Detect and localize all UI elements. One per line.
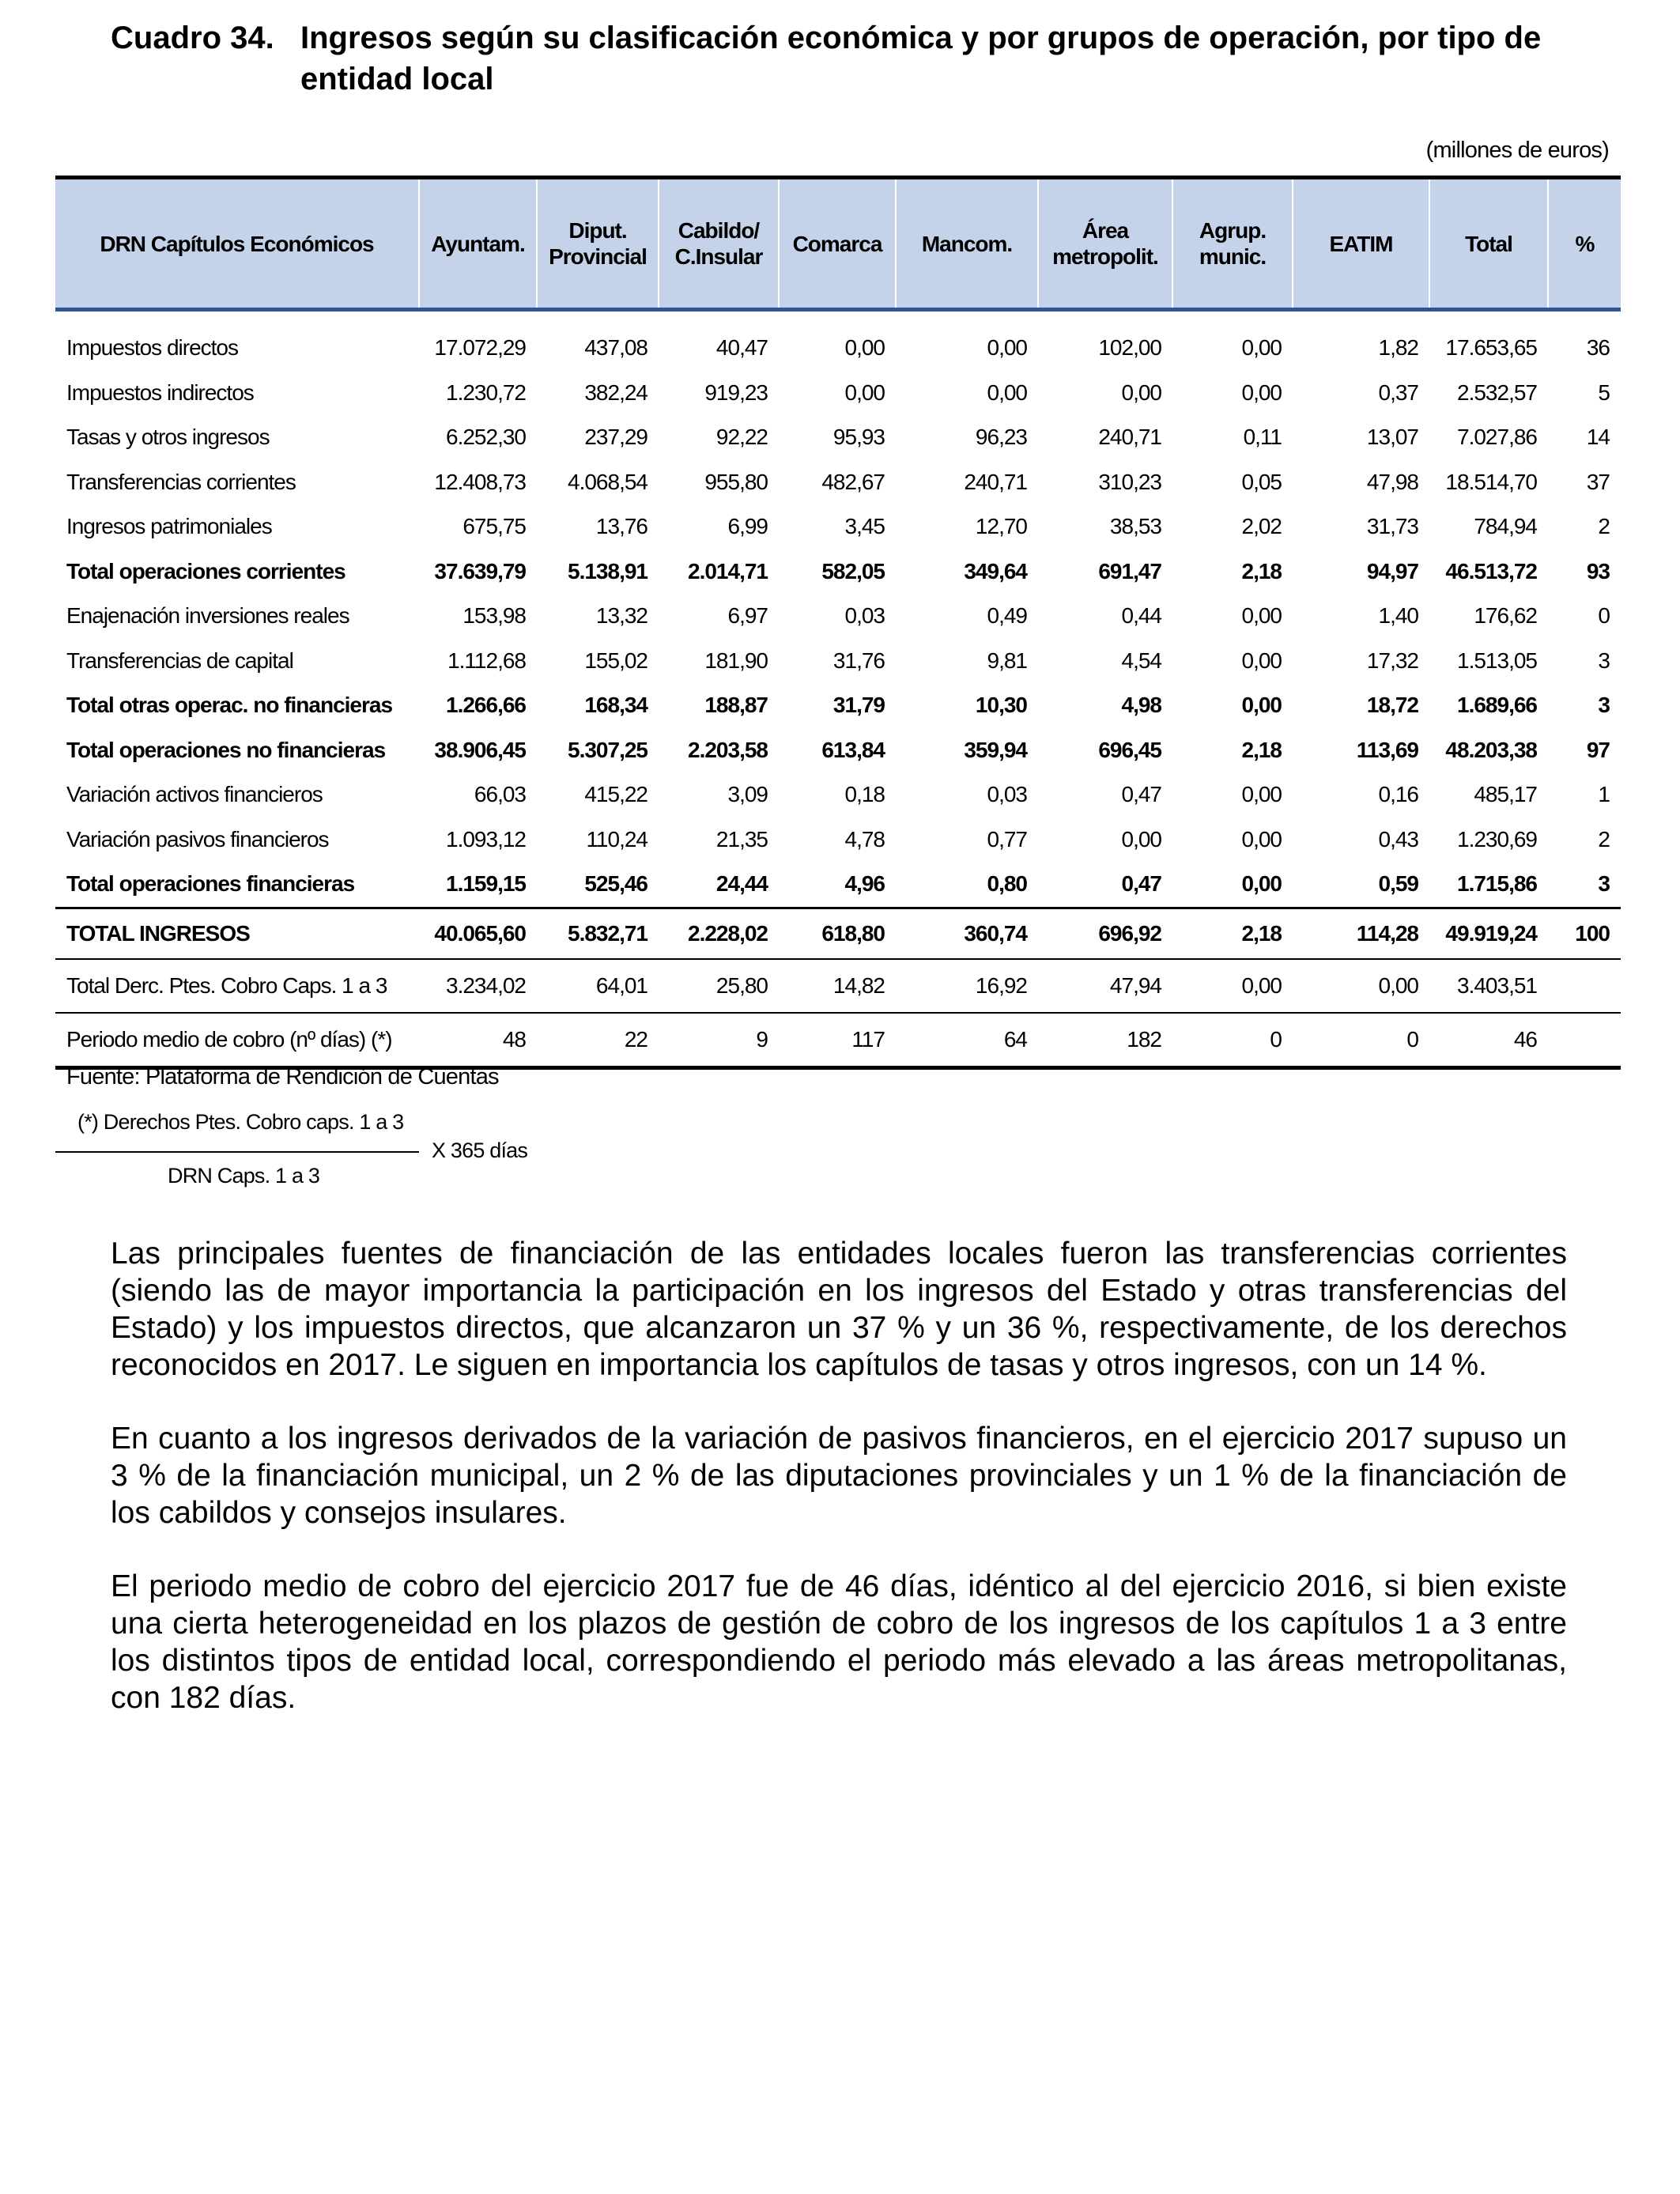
table-cell: 0,00 — [1121, 380, 1161, 405]
table-cell: 3.403,51 — [1429, 959, 1548, 1013]
table-cell: 31,76 — [832, 648, 885, 673]
table-cell: 113,69 — [1356, 737, 1418, 762]
table-cell: 0,05 — [1241, 469, 1282, 494]
row-label: Impuestos indirectos — [66, 380, 254, 405]
table-cell: 18,72 — [1366, 693, 1418, 718]
table-cell: 0 — [1598, 603, 1610, 629]
table-cell: 784,94 — [1474, 514, 1537, 539]
table-cell: 176,62 — [1474, 603, 1537, 629]
table-cell: 95,93 — [832, 425, 885, 450]
table-cell: 97 — [1586, 737, 1610, 762]
table-cell: 0,00 — [1172, 959, 1293, 1013]
table-cell: 48.203,38 — [1445, 737, 1537, 762]
table-row — [55, 908, 1621, 959]
table-cell: 0,44 — [1121, 603, 1161, 629]
paragraph: En cuanto a los ingresos derivados de la variación de pasivos financieros, en el ejercicio 2017 supuso un 3 % de la financiación municipal, un 2 % de las diputaciones provinciales y un 1 % de la financiación de los cabildos y consejos insulares. — [111, 1422, 1567, 1530]
table-row — [55, 959, 1621, 1013]
table-cell: 1.112,68 — [447, 648, 526, 673]
table-cell: 40.065,60 — [419, 908, 537, 959]
table-cell: 2.532,57 — [1457, 380, 1537, 405]
table-cell: 0,00 — [1241, 826, 1282, 852]
table-cell: 2,18 — [1241, 737, 1282, 762]
row-label: Total otras operac. no financieras — [66, 693, 393, 718]
table-cell: 696,45 — [1098, 737, 1161, 762]
table-cell: 1.159,15 — [446, 871, 526, 897]
table-cell: 46 — [1429, 1013, 1548, 1068]
table-cell: 2 — [1598, 514, 1610, 539]
column-header: DRN Capítulos Económicos — [55, 178, 419, 310]
table-cell: 4,98 — [1121, 693, 1161, 718]
table-cell: 1 — [1598, 782, 1610, 807]
column-header: Total — [1429, 178, 1548, 310]
table-cell: 613,84 — [821, 737, 885, 762]
table-cell: 6,99 — [727, 514, 768, 539]
column-header: Ayuntam. — [419, 178, 537, 310]
table-cell: 9,81 — [987, 648, 1027, 673]
table-cell: 0,47 — [1121, 871, 1161, 897]
table-cell: 153,98 — [462, 603, 526, 629]
table-cell: 0 — [1293, 1013, 1429, 1068]
table-cell: 14 — [1586, 425, 1610, 450]
table-cell: 31,73 — [1366, 514, 1418, 539]
table-cell: 102,00 — [1098, 335, 1161, 361]
column-header: Área metropolit. — [1038, 178, 1172, 310]
paragraph: El periodo medio de cobro del ejercicio 2017 fue de 46 días, idéntico al del ejercicio 2016, si bien existe una cierta heterogeneidad en los plazos de gestión de cobro de los ingresos de los capítulos 1 a 3 entre los distintos tipos de entidad local, correspondiendo el periodo más elevado a las áreas metropolitanas, con 182 días. — [111, 1569, 1567, 1715]
table-cell: 382,24 — [584, 380, 647, 405]
table-cell: 1.093,12 — [446, 826, 526, 852]
table-cell: 13,76 — [595, 514, 647, 539]
formula-denominator: DRN Caps. 1 a 3 — [168, 1164, 320, 1188]
table-cell: 0,49 — [987, 603, 1027, 629]
table-cell: 5 — [1598, 380, 1610, 405]
table-cell: 4,96 — [844, 871, 885, 897]
table-cell: 2.228,02 — [659, 908, 779, 959]
table-cell: 0,00 — [1241, 871, 1282, 897]
table-cell: 0,47 — [1121, 782, 1161, 807]
table-cell: 37 — [1586, 469, 1610, 494]
table-cell: 96,23 — [975, 425, 1027, 450]
table-cell: 0,00 — [1241, 335, 1282, 361]
table-cell: 21,35 — [715, 826, 768, 852]
table-cell: 3 — [1598, 693, 1610, 718]
table-cell — [1548, 959, 1621, 1013]
table-cell: 0,77 — [987, 826, 1027, 852]
income-table — [55, 176, 1621, 1070]
table-cell: 1.230,72 — [446, 380, 526, 405]
column-header: Diput. Provincial — [537, 178, 659, 310]
row-label: Impuestos directos — [66, 335, 238, 361]
table-cell: 2.014,71 — [688, 558, 768, 583]
table-cell: 92,22 — [715, 425, 768, 450]
table-row — [55, 728, 1621, 773]
table-cell: 0,16 — [1378, 782, 1418, 807]
table-cell: 0,00 — [987, 335, 1027, 361]
formula-note — [55, 1110, 561, 1197]
formula-numerator: (*) Derechos Ptes. Cobro caps. 1 a 3 — [77, 1110, 404, 1134]
table-cell: 240,71 — [964, 469, 1027, 494]
table-row — [55, 460, 1621, 505]
table-cell: 18.514,70 — [1445, 469, 1537, 494]
table-cell: 5.138,91 — [568, 558, 647, 583]
table-cell: 360,74 — [896, 908, 1038, 959]
table-cell: 7.027,86 — [1457, 425, 1537, 450]
row-label: Total operaciones no financieras — [66, 737, 386, 762]
table-cell: 4,54 — [1121, 648, 1161, 673]
table-cell: 0,80 — [987, 871, 1027, 897]
table-cell: 1.513,05 — [1457, 648, 1537, 673]
table-cell: 94,97 — [1366, 558, 1418, 583]
table-cell: 0,00 — [1121, 826, 1161, 852]
table-cell: 2,02 — [1241, 514, 1282, 539]
table-cell: 17,32 — [1366, 648, 1418, 673]
table-cell: 47,98 — [1366, 469, 1418, 494]
table-cell: 691,47 — [1098, 558, 1161, 583]
units-note: (millones de euros) — [1425, 138, 1609, 163]
table-cell: 0,00 — [1241, 380, 1282, 405]
table-cell: 955,80 — [704, 469, 768, 494]
row-label: Total Derc. Ptes. Cobro Caps. 1 a 3 — [55, 959, 419, 1013]
table-cell: 182 — [1038, 1013, 1172, 1068]
table-cell: 38,53 — [1109, 514, 1161, 539]
table-cell: 0,11 — [1243, 425, 1282, 450]
table-row — [55, 504, 1621, 549]
table-cell: 1,40 — [1378, 603, 1418, 629]
table-cell — [1548, 1013, 1621, 1068]
table-cell: 13,07 — [1366, 425, 1418, 450]
table-cell: 675,75 — [462, 514, 526, 539]
table-cell: 525,46 — [584, 871, 647, 897]
table-cell: 117 — [779, 1013, 896, 1068]
table-cell: 49.919,24 — [1429, 908, 1548, 959]
table-number: Cuadro 34. — [111, 21, 274, 55]
table-cell: 4.068,54 — [568, 469, 647, 494]
row-label: Variación pasivos financieros — [66, 826, 329, 852]
table-row — [55, 549, 1621, 595]
table-cell: 3 — [1598, 648, 1610, 673]
table-cell: 9 — [659, 1013, 779, 1068]
table-cell: 66,03 — [474, 782, 526, 807]
row-label: Variación activos financieros — [66, 782, 323, 807]
row-label: TOTAL INGRESOS — [55, 908, 419, 959]
table-cell: 64,01 — [537, 959, 659, 1013]
table-cell: 0,03 — [987, 782, 1027, 807]
table-cell: 240,71 — [1098, 425, 1161, 450]
row-label: Total operaciones corrientes — [66, 558, 345, 583]
table-row — [55, 310, 1621, 371]
paragraph: Las principales fuentes de financiación de las entidades locales fueron las transferencias corrientes (siendo las de mayor importancia la participación en los ingresos del Estado y otras transferencias del Estado) y los impuestos directos, que alcanzaron un 37 % y un 36 %, respectivamente, de los derechos reconocidos en 2017. Le siguen en importancia los capítulos de tasas y otros ingresos, con un 14 %. — [111, 1237, 1567, 1382]
table-cell: 0,00 — [844, 335, 885, 361]
table-cell: 31,79 — [832, 693, 885, 718]
column-header: Comarca — [779, 178, 896, 310]
table-cell: 22 — [537, 1013, 659, 1068]
column-header: Agrup. munic. — [1172, 178, 1293, 310]
table-cell: 14,82 — [779, 959, 896, 1013]
row-label: Tasas y otros ingresos — [66, 425, 270, 450]
source-note: Fuente: Plataforma de Rendición de Cuentas — [66, 1064, 499, 1089]
table-cell: 17.072,29 — [434, 335, 526, 361]
table-row — [55, 1013, 1621, 1068]
table-cell: 1.230,69 — [1457, 826, 1537, 852]
table-row — [55, 683, 1621, 728]
table-cell: 181,90 — [704, 648, 768, 673]
table-cell: 93 — [1586, 558, 1610, 583]
table-cell: 6.252,30 — [446, 425, 526, 450]
table-cell: 17.653,65 — [1445, 335, 1537, 361]
table-cell: 482,67 — [821, 469, 885, 494]
table-row — [55, 818, 1621, 863]
table-cell: 3,09 — [727, 782, 768, 807]
table-cell: 2,18 — [1241, 558, 1282, 583]
table-row — [55, 639, 1621, 684]
table-cell: 919,23 — [704, 380, 768, 405]
table-cell: 6,97 — [727, 603, 768, 629]
table-row — [55, 415, 1621, 460]
table-cell: 5.832,71 — [537, 908, 659, 959]
table-cell: 237,29 — [584, 425, 647, 450]
table-cell: 110,24 — [586, 826, 647, 852]
table-cell: 188,87 — [704, 693, 768, 718]
table-cell: 415,22 — [584, 782, 647, 807]
table-cell: 1.715,86 — [1457, 871, 1537, 897]
table-cell: 2,18 — [1172, 908, 1293, 959]
table-cell: 618,80 — [779, 908, 896, 959]
table-cell: 5.307,25 — [568, 737, 647, 762]
table-cell: 696,92 — [1038, 908, 1172, 959]
column-header: Cabildo/ C.Insular — [659, 178, 779, 310]
table-cell: 0,43 — [1378, 826, 1418, 852]
table-cell: 0,00 — [844, 380, 885, 405]
table-cell: 25,80 — [659, 959, 779, 1013]
table-cell: 0,00 — [1241, 782, 1282, 807]
table-cell: 12.408,73 — [434, 469, 526, 494]
row-label: Transferencias corrientes — [66, 469, 296, 494]
table-row — [55, 772, 1621, 818]
table-cell: 1.689,66 — [1457, 693, 1537, 718]
table-cell: 0,59 — [1378, 871, 1418, 897]
table-cell: 47,94 — [1038, 959, 1172, 1013]
table-cell: 582,05 — [821, 558, 885, 583]
table-cell: 359,94 — [964, 737, 1027, 762]
formula-fraction-bar — [55, 1151, 419, 1153]
table-cell: 3,45 — [844, 514, 885, 539]
table-cell: 2 — [1598, 826, 1610, 852]
table-cell: 1.266,66 — [446, 693, 526, 718]
table-cell: 46.513,72 — [1445, 558, 1537, 583]
table-cell: 1,82 — [1378, 335, 1418, 361]
row-label: Periodo medio de cobro (nº días) (*) — [55, 1013, 419, 1068]
table-cell: 0,37 — [1378, 380, 1418, 405]
table-cell: 0,00 — [1241, 693, 1282, 718]
table-cell: 114,28 — [1293, 908, 1429, 959]
column-header: EATIM — [1293, 178, 1429, 310]
table-cell: 0,00 — [987, 380, 1027, 405]
row-label: Transferencias de capital — [66, 648, 293, 673]
table-cell: 10,30 — [975, 693, 1027, 718]
table-cell: 2.203,58 — [688, 737, 768, 762]
table-cell: 38.906,45 — [434, 737, 526, 762]
table-header-row — [55, 178, 1621, 310]
row-label: Ingresos patrimoniales — [66, 514, 272, 539]
table-cell: 349,64 — [964, 558, 1027, 583]
table-cell: 0,00 — [1241, 603, 1282, 629]
column-header: % — [1548, 178, 1621, 310]
formula-multiplier: X 365 días — [432, 1139, 528, 1162]
table-cell: 0,00 — [1293, 959, 1429, 1013]
body-text — [111, 1235, 1567, 1753]
table-cell: 40,47 — [715, 335, 768, 361]
table-cell: 24,44 — [715, 871, 768, 897]
table-title-text: Ingresos según su clasificación económica y por grupos de operación, por tipo de entidad local — [300, 21, 1542, 96]
table-row — [55, 371, 1621, 416]
table-cell: 16,92 — [896, 959, 1038, 1013]
table-cell: 36 — [1586, 335, 1610, 361]
table-cell: 12,70 — [975, 514, 1027, 539]
table-cell: 48 — [419, 1013, 537, 1068]
table-cell: 64 — [896, 1013, 1038, 1068]
table-cell: 100 — [1548, 908, 1621, 959]
table-cell: 13,32 — [595, 603, 647, 629]
table-cell: 310,23 — [1098, 469, 1161, 494]
table-cell: 485,17 — [1474, 782, 1537, 807]
column-header: Mancom. — [896, 178, 1038, 310]
row-label: Enajenación inversiones reales — [66, 603, 349, 629]
table-cell: 155,02 — [584, 648, 647, 673]
table-cell: 37.639,79 — [434, 558, 526, 583]
row-label: Total operaciones financieras — [66, 871, 355, 897]
table-cell: 168,34 — [584, 693, 647, 718]
table-cell: 0,00 — [1241, 648, 1282, 673]
table-row — [55, 594, 1621, 639]
table-cell: 0 — [1172, 1013, 1293, 1068]
table-cell: 4,78 — [844, 826, 885, 852]
table-cell: 0,03 — [844, 603, 885, 629]
table-cell: 3 — [1598, 871, 1610, 897]
table-cell: 437,08 — [584, 335, 647, 361]
table-row — [55, 862, 1621, 908]
table-cell: 3.234,02 — [419, 959, 537, 1013]
table-cell: 0,18 — [844, 782, 885, 807]
